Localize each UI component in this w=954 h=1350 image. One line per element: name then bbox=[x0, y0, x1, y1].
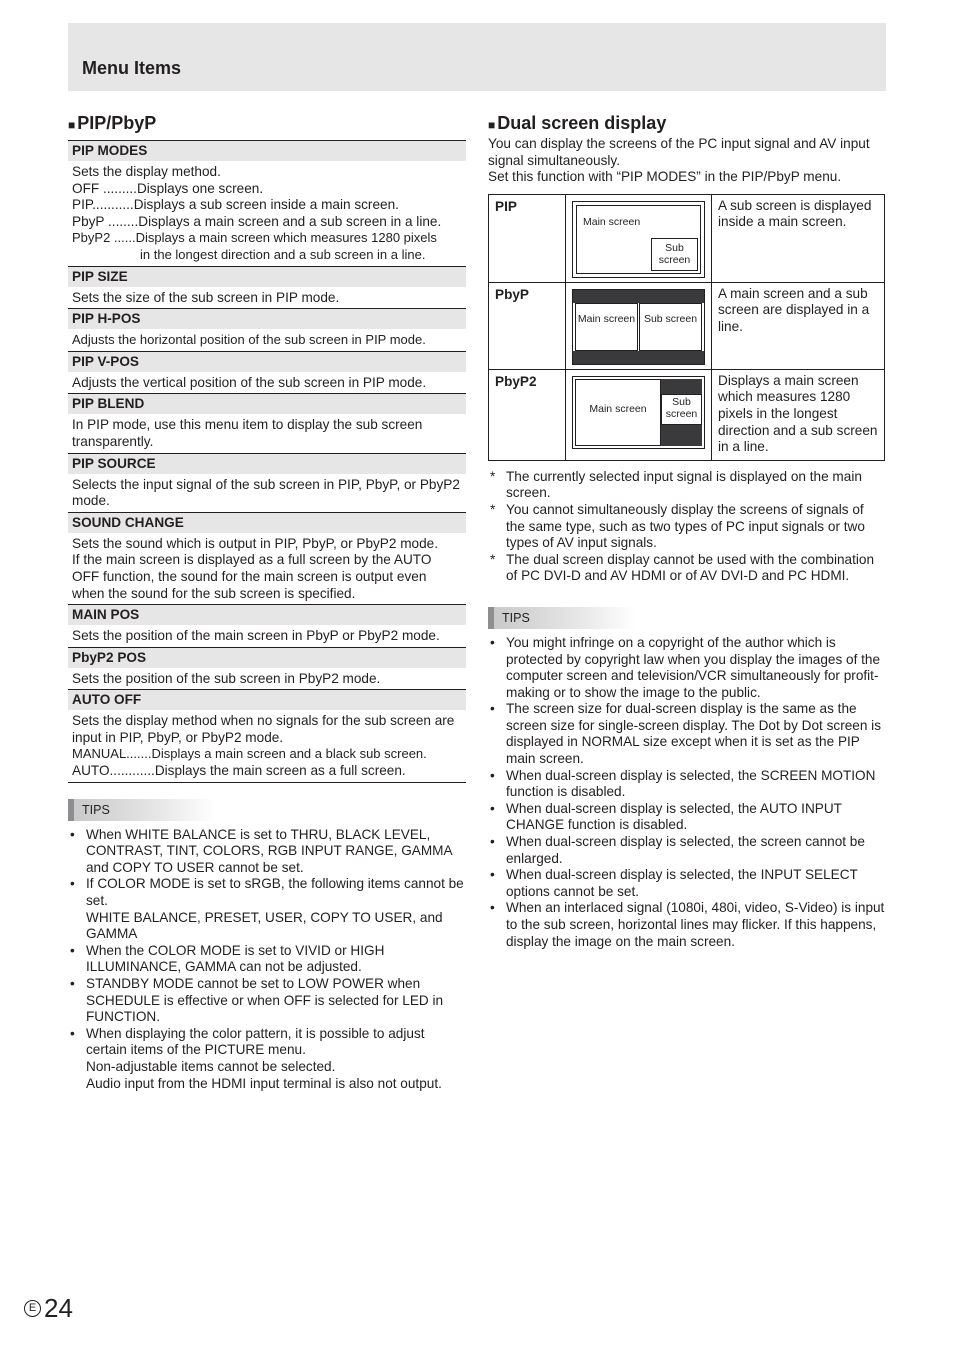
menu-item-desc: Sets the display method. bbox=[72, 164, 221, 179]
row-label: PIP bbox=[489, 194, 566, 282]
menu-item-desc: Adjusts the horizontal position of the sub screen in PIP mode. bbox=[72, 332, 426, 348]
menu-item-pbyp2-pos bbox=[68, 647, 466, 690]
sub-screen-label: Sub screen bbox=[658, 241, 691, 266]
menu-item-desc: Adjusts the vertical position of the sub screen in PIP mode. bbox=[72, 374, 427, 390]
row-description: A sub screen is displayed inside a main screen. bbox=[712, 194, 885, 282]
main-screen-label: Main screen bbox=[589, 402, 647, 415]
main-screen-label: Main screen bbox=[577, 312, 636, 325]
main-screen-box bbox=[575, 379, 661, 446]
menu-item-main-pos bbox=[68, 604, 466, 647]
tips-label: TIPS bbox=[488, 607, 636, 629]
menu-item-sound-change bbox=[68, 512, 466, 604]
list-item: * The currently selected input signal is displayed on the main screen. bbox=[488, 469, 886, 502]
list-item: • When dual-screen display is selected, the screen cannot be enlarged. bbox=[488, 834, 886, 867]
table-row bbox=[489, 194, 885, 282]
menu-item-pip-modes bbox=[68, 140, 466, 266]
page-title: Menu Items bbox=[82, 58, 182, 78]
section-heading bbox=[488, 112, 886, 136]
header-band bbox=[68, 23, 886, 91]
row-label: PbyP2 bbox=[489, 369, 566, 460]
table-row bbox=[489, 369, 885, 460]
sub-screen-box bbox=[639, 303, 702, 351]
menu-item-title: PIP V-POS bbox=[68, 352, 466, 372]
menu-item-pip-blend bbox=[68, 393, 466, 452]
menu-item-title: PIP SOURCE bbox=[68, 454, 466, 474]
menu-item-desc: Sets the position of the sub screen in PbyP2 mode. bbox=[72, 670, 381, 686]
sub-screen-box bbox=[651, 238, 698, 271]
pbyp-diagram bbox=[572, 289, 705, 365]
menu-item-desc: Sets the size of the sub screen in PIP mode. bbox=[72, 289, 340, 305]
list-item: • You might infringe on a copyright of the author which is protected by copyright law when you display the images of the computer screen and television/VCR simultaneously for profit-making or to show the image to the public. bbox=[488, 635, 886, 701]
menu-item-title: PbyP2 POS bbox=[68, 648, 466, 668]
list-item: • If COLOR MODE is set to sRGB, the following items cannot be set. WHITE BALANCE, PRESET, USER, COPY TO USER, and GAMMA bbox=[68, 876, 466, 942]
list-item: • When dual-screen display is selected, the AUTO INPUT CHANGE function is disabled. bbox=[488, 801, 886, 834]
notes-list bbox=[488, 469, 886, 585]
tips-list bbox=[488, 635, 886, 950]
square-bullet-icon: ■ bbox=[488, 118, 496, 132]
section-heading-text: PIP/PbyP bbox=[77, 113, 157, 133]
language-badge: E bbox=[24, 1300, 41, 1317]
list-item: • When dual-screen display is selected, the SCREEN MOTION function is disabled. bbox=[488, 768, 886, 801]
pip-pbyp-section bbox=[68, 112, 466, 1092]
menu-item-title: SOUND CHANGE bbox=[68, 513, 466, 533]
row-label: PbyP bbox=[489, 282, 566, 369]
option-row: AUTO............ Displays the main screen as a full screen. bbox=[72, 763, 406, 779]
main-screen-box bbox=[575, 303, 638, 351]
intro-text: You can display the screens of the PC input signal and AV input signal simultaneously. Set this function with “PIP MODES” in the PIP/PbyP menu. bbox=[488, 136, 870, 185]
menu-item-desc: Selects the input signal of the sub screen in PIP, PbyP, or PbyP2 mode. bbox=[72, 476, 460, 509]
square-bullet-icon: ■ bbox=[68, 118, 76, 132]
option-row: OFF ......... Displays one screen. bbox=[72, 180, 264, 196]
menu-item-title: MAIN POS bbox=[68, 605, 466, 625]
option-row: PIP........... Displays a sub screen inside a main screen. bbox=[72, 197, 399, 213]
menu-item-desc: Sets the display method when no signals for the sub screen are input in PIP, PbyP, or PbyP2 mode. bbox=[72, 713, 455, 745]
list-item: • The screen size for dual-screen display is the same as the screen size for single-screen display. The Dot by Dot screen is displayed in NORMAL size except when it is set as the PIP main screen. bbox=[488, 701, 886, 767]
section-heading-text: Dual screen display bbox=[497, 113, 667, 133]
page-number-text: 24 bbox=[44, 1293, 73, 1323]
list-item: • When the COLOR MODE is set to VIVID or HIGH ILLUMINANCE, GAMMA can not be adjusted. bbox=[68, 943, 466, 976]
pip-diagram bbox=[572, 201, 705, 278]
option-row: PbyP2 ...... Displays a main screen which measures 1280 pixels bbox=[72, 230, 437, 246]
menu-item-desc: If the main screen is displayed as a full screen by the AUTO OFF function, the sound for the main screen is output even when the sound for the sub screen is specified. bbox=[72, 552, 432, 601]
row-description: Displays a main screen which measures 1280 pixels in the longest direction and a sub screen in a line. bbox=[712, 369, 885, 460]
option-row: PbyP ........ Displays a main screen and a sub screen in a line. bbox=[72, 213, 442, 229]
list-item: • When WHITE BALANCE is set to THRU, BLACK LEVEL, CONTRAST, TINT, COLORS, RGB INPUT RANGE, GAMMA and COPY TO USER cannot be set. bbox=[68, 827, 466, 877]
menu-item-pip-h-pos bbox=[68, 308, 466, 351]
tips-list bbox=[68, 827, 466, 1093]
option-row: MANUAL....... Displays a main screen and a black sub screen. bbox=[72, 746, 427, 762]
list-item: • When an interlaced signal (1080i, 480i, video, S-Video) is input to the sub screen, horizontal lines may flicker. If this happens, display the image on the main screen. bbox=[488, 900, 886, 950]
main-screen-label: Main screen bbox=[583, 215, 641, 228]
menu-item-desc: Sets the position of the main screen in PbyP or PbyP2 mode. bbox=[72, 628, 440, 644]
menu-item-pip-v-pos bbox=[68, 351, 466, 394]
section-heading bbox=[68, 112, 466, 140]
table-row bbox=[489, 282, 885, 369]
sub-screen-label: Sub screen bbox=[643, 312, 698, 325]
menu-item-desc: In PIP mode, use this menu item to display the sub screen transparently. bbox=[72, 417, 423, 449]
list-item: * The dual screen display cannot be used with the combination of PC DVI-D and AV HDMI or of AV DVI-D and PC HDMI. bbox=[488, 552, 886, 585]
menu-item-pip-size bbox=[68, 266, 466, 309]
page-number bbox=[24, 1293, 73, 1323]
menu-item-title: PIP H-POS bbox=[68, 309, 466, 329]
list-item: • When dual-screen display is selected, the INPUT SELECT options cannot be set. bbox=[488, 867, 886, 900]
dual-screen-section bbox=[488, 112, 886, 950]
list-item: * You cannot simultaneously display the screens of signals of the same type, such as two types of PC input signals or two types of AV input signals. bbox=[488, 502, 886, 552]
menu-item-desc: Sets the sound which is output in PIP, PbyP, or PbyP2 mode. bbox=[72, 535, 438, 551]
menu-item-title: PIP BLEND bbox=[68, 394, 466, 414]
menu-item-title: AUTO OFF bbox=[68, 690, 466, 710]
option-row-continued: in the longest direction and a sub screen in a line. bbox=[140, 246, 426, 262]
tips-label: TIPS bbox=[68, 799, 216, 821]
menu-item-title: PIP SIZE bbox=[68, 267, 466, 287]
sub-screen-label: Sub screen bbox=[665, 395, 698, 420]
sub-screen-box bbox=[661, 394, 702, 425]
dual-screen-table bbox=[488, 194, 885, 461]
menu-item-auto-off bbox=[68, 689, 466, 782]
menu-item-pip-source bbox=[68, 453, 466, 512]
list-item: • STANDBY MODE cannot be set to LOW POWER when SCHEDULE is effective or when OFF is selected for LED in FUNCTION. bbox=[68, 976, 466, 1026]
pbyp2-diagram bbox=[572, 376, 705, 449]
list-item: • When displaying the color pattern, it is possible to adjust certain items of the PICTURE menu. Non-adjustable items cannot be selected. Audio input from the HDMI input terminal is also not output. bbox=[68, 1026, 466, 1092]
menu-item-list bbox=[68, 140, 466, 783]
menu-item-title: PIP MODES bbox=[68, 141, 466, 161]
row-description: A main screen and a sub screen are displayed in a line. bbox=[712, 282, 885, 369]
